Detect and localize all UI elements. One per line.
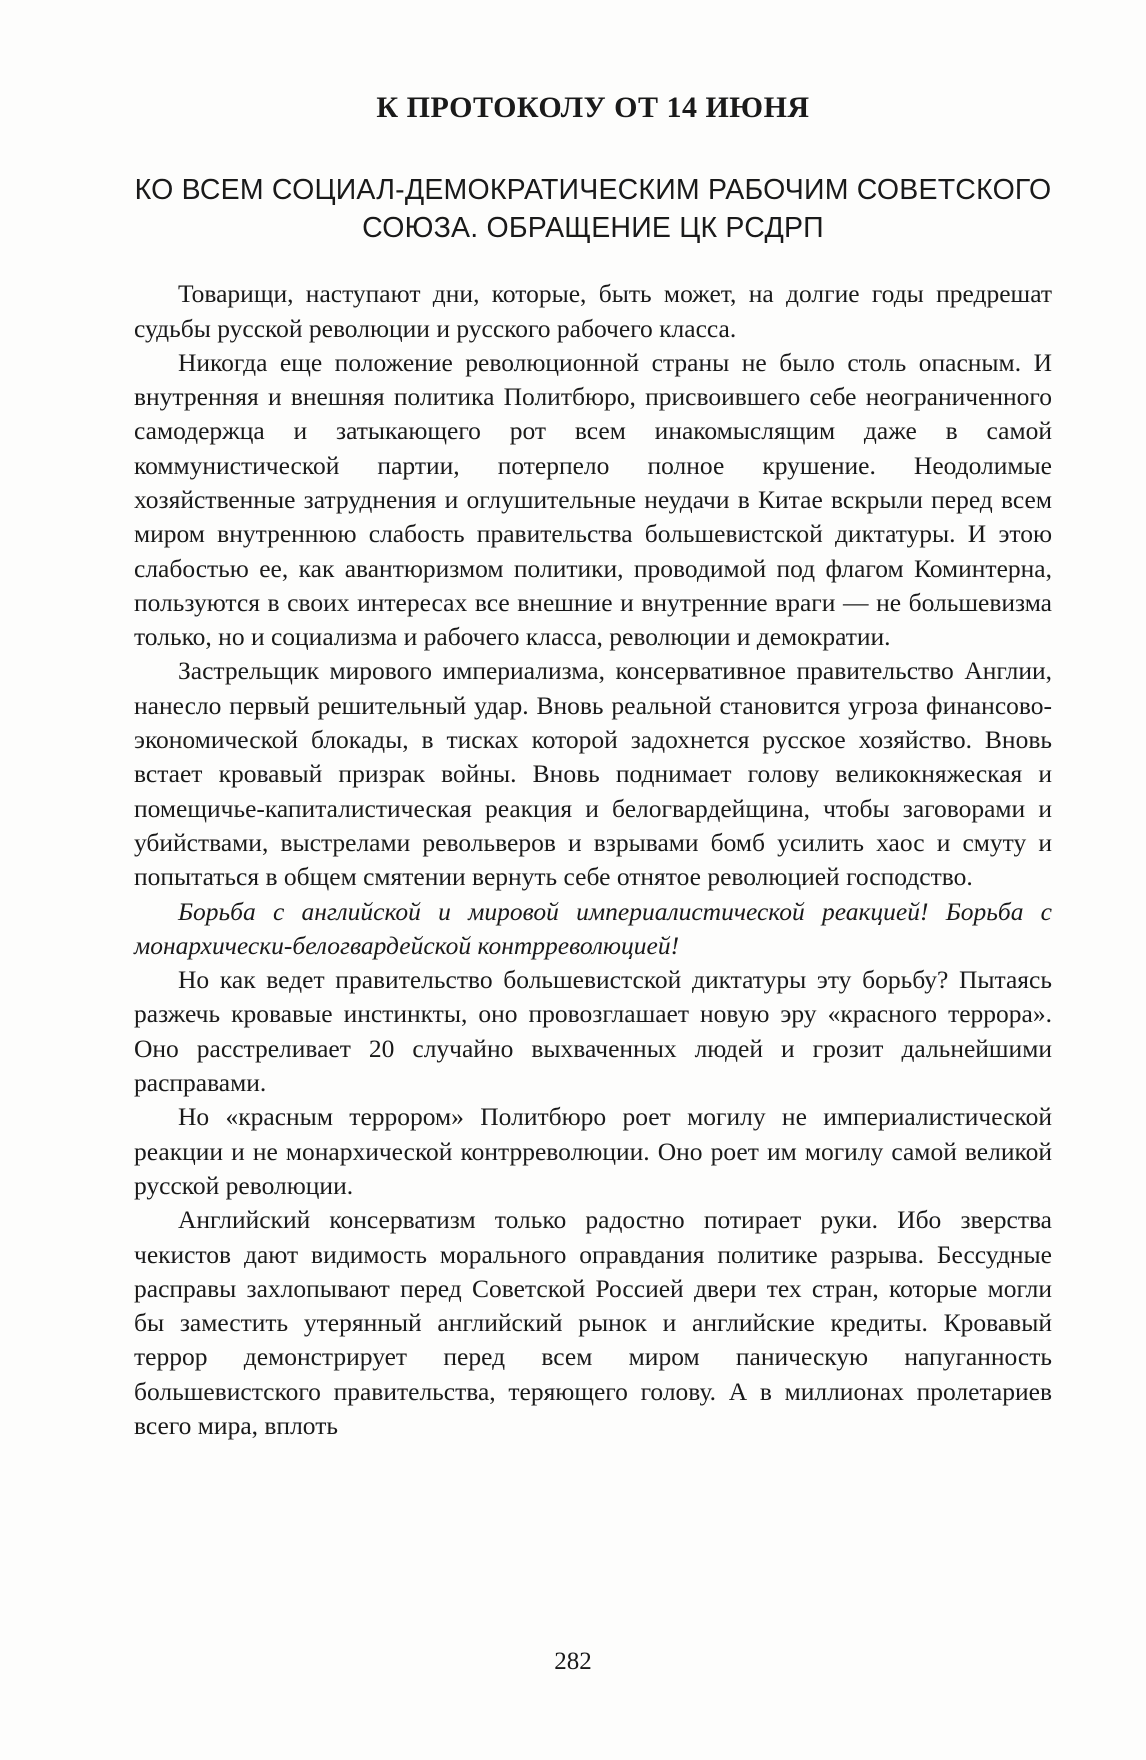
section-title: КО ВСЕМ СОЦИАЛ-ДЕМОКРАТИЧЕСКИМ РАБОЧИМ СОВЕТСКОГО СОЮЗА. ОБРАЩЕНИЕ ЦК РСДРП	[134, 174, 1052, 244]
paragraph-7: Английский консерватизм только радостно потирает руки. Ибо зверства чекистов дают видимость морального оправдания политике разрыва. Бессудные расправы захлопывают перед Советской Россией двери тех стран, которые могли бы заместить утерянный английский рынок и английские кредиты. Кровавый террор демонстрирует перед всем миром паническую напуганность большевистского правительства, теряющего голову. А в миллионах пролетариев всего мира, вплоть	[134, 1205, 1052, 1441]
page-number: 282	[554, 1648, 592, 1675]
paragraph-1: Товарищи, наступают дни, которые, быть может, на долгие годы предрешат судьбы русской революции и русского рабочего класса.	[134, 279, 1052, 343]
paragraph-3: Застрельщик мирового империализма, консервативное правительство Англии, нанесло первый решительный удар. Вновь реальной становится угроза финансово-экономической блокады, в тисках которой задохнется русское хозяйство. Вновь встает кровавый призрак войны. Вновь поднимает голову великокняжеская и помещичье-капиталистическая реакция и белогвардейщина, чтобы заговорами и убийствами, выстрелами револьверов и взрывами бомб усилить хаос и смуту и попытаться в общем смятении вернуть себе отнятое революцией господство.	[134, 656, 1052, 892]
paragraph-5: Но как ведет правительство большевистской диктатуры эту борьбу? Пытаясь разжечь кровавые инстинкты, оно провозглашает новую эру «красного террора». Оно расстреливает 20 случайно выхваченных людей и грозит дальнейшими расправами.	[134, 965, 1052, 1098]
page-content	[134, 90, 1052, 1443]
paragraph-2: Никогда еще положение революционной страны не было столь опасным. И внутренняя и внешняя политика Политбюро, присвоившего себе неограниченного самодержца и затыкающего рот всем инакомыслящим даже в самой коммунистической партии, потерпело полное крушение. Неодолимые хозяйственные затруднения и оглушительные неудачи в Китае вскрыли перед всем миром внутреннюю слабость правительства большевистской диктатуры. И этою слабостью ее, как авантюризмом политики, проводимой под флагом Коминтерна, пользуются в своих интересах все внешние и внутренние враги — не большевизма только, но и социализма и рабочего класса, революции и демократии.	[134, 347, 1052, 652]
chapter-title: К ПРОТОКОЛУ ОТ 14 ИЮНЯ	[376, 91, 810, 124]
paragraph-4-slogan: Борьба с английской и мировой империалистической реакцией! Борьба с монархически-белогвардейской контрреволюцией!	[134, 896, 1052, 960]
paragraph-6: Но «красным террором» Политбюро роет могилу не империалистической реакции и не монархической контрреволюции. Оно роет им могилу самой великой русской революции.	[134, 1102, 1052, 1200]
